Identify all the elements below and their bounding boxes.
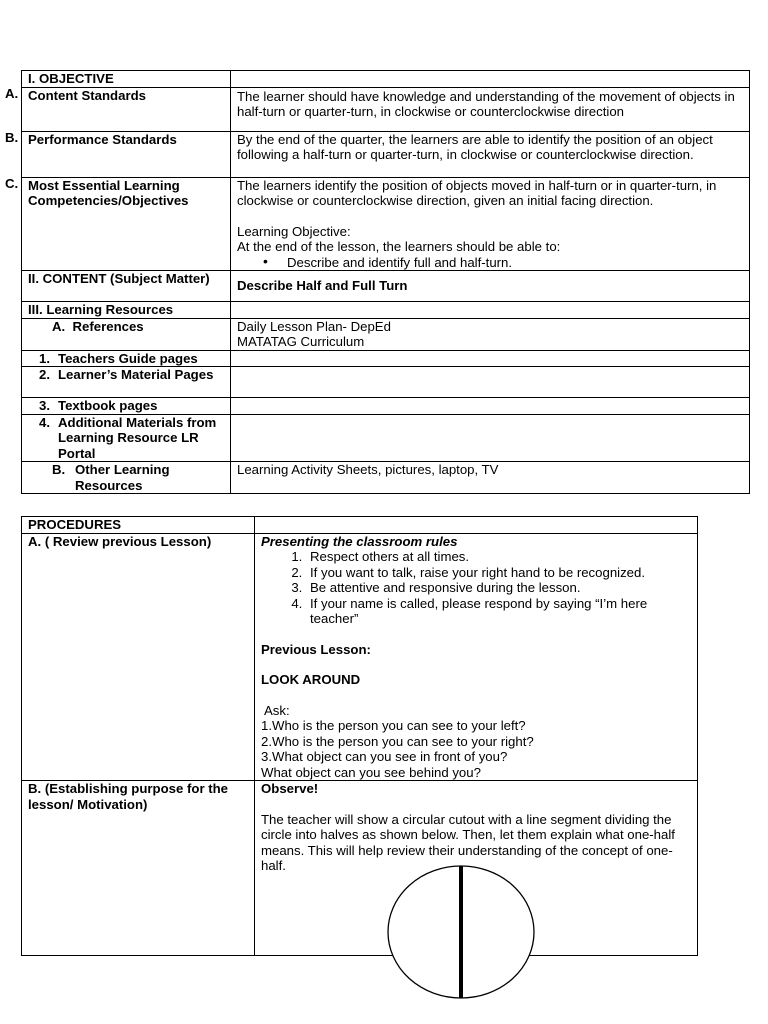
half-circle-figure [386, 864, 536, 1000]
resources-header: III. Learning Resources [22, 302, 231, 319]
empty-cell [231, 414, 750, 462]
learning-objective-label: Learning Objective: [237, 223, 351, 239]
content-standards-label: Content Standards [22, 87, 231, 131]
empty-cell [231, 398, 750, 415]
observe-title: Observe! [261, 781, 319, 796]
melc-cell [231, 177, 750, 271]
empty-cell [231, 71, 750, 88]
melc-text: The learners identify the position of objects moved in half-turn or in quarter-turn, in clockwise or counterclockwise direction, given an initial facing direction. [237, 177, 717, 208]
row-marker-b: B. [5, 130, 19, 145]
content-label: II. CONTENT (Subject Matter) [22, 271, 231, 302]
list-item: 4. If your name is called, please respond by saying “I’m here teacher” [306, 596, 691, 627]
empty-cell [231, 367, 750, 398]
list-item: 1. Respect others at all times. [306, 549, 691, 565]
other-resources-label-cell: B. Other Learning Resources [22, 462, 231, 494]
list-item: • Describe and identify full and half-turn. [263, 252, 513, 270]
question-line: What object can you see behind you? [261, 764, 481, 780]
motivation-label: B. (Establishing purpose for the lesson/ Motivation) [22, 781, 255, 956]
textbook-pages-label: 3. Textbook pages [22, 398, 231, 415]
other-resources-label: Other Learning Resources [75, 462, 170, 493]
question-line: 1.Who is the person you can see to your left? [261, 718, 526, 733]
learning-objective-intro: At the end of the lesson, the learners should be able to: [237, 239, 561, 254]
content-text: Describe Half and Full Turn [231, 271, 750, 302]
motivation-text: The teacher will show a circular cutout with a line segment dividing the circle into halves as shown below. Then, let them explain what one-half means. This will help review their understanding of the concept of one-half. [261, 811, 675, 873]
bullet-icon: • [263, 252, 268, 269]
teachers-guide-label: 1. Teachers Guide pages [22, 350, 231, 367]
references-cell [231, 318, 750, 350]
previous-lesson-label: Previous Lesson: [261, 641, 371, 657]
look-around-title: LOOK AROUND [261, 672, 361, 687]
references-label-cell: A. References [22, 318, 231, 350]
procedures-header: PROCEDURES [22, 517, 255, 534]
review-label: A. ( Review previous Lesson) [22, 533, 255, 781]
row-marker-a: A. [5, 86, 19, 101]
circle-divided-in-halves-icon [386, 864, 536, 1000]
reference-line: Daily Lesson Plan- DepEd [237, 318, 391, 334]
ask-label: Ask: [264, 702, 290, 718]
objectives-table [21, 70, 750, 494]
empty-cell [231, 302, 750, 319]
learning-objective-list [237, 252, 743, 271]
question-line: 3.What object can you see in front of you? [261, 749, 508, 764]
performance-standards-text: By the end of the quarter, the learners are able to identify the position of an object following a half-turn or quarter-turn, in clockwise or counterclockwise direction. [231, 131, 750, 177]
reference-line: MATATAG Curriculum [237, 334, 365, 349]
review-cell [255, 533, 698, 781]
procedures-table [21, 516, 698, 956]
empty-cell [231, 350, 750, 367]
rules-list [261, 549, 691, 627]
references-label: References [72, 318, 144, 334]
rules-title: Presenting the classroom rules [261, 533, 458, 549]
empty-cell [255, 517, 698, 534]
melc-label: Most Essential Learning Competencies/Objectives [22, 177, 231, 271]
additional-materials-label: 4. Additional Materials from Learning Resource LR Portal [22, 414, 231, 462]
content-standards-text: The learner should have knowledge and understanding of the movement of objects in half-turn or quarter-turn, in clockwise or counterclockwise direction [231, 87, 750, 131]
other-resources-text: Learning Activity Sheets, pictures, laptop, TV [231, 462, 750, 494]
performance-standards-label: Performance Standards [22, 131, 231, 177]
question-line: 2.Who is the person you can see to your right? [261, 733, 534, 749]
list-item: 2. If you want to talk, raise your right hand to be recognized. [306, 565, 691, 581]
list-item: 3. Be attentive and responsive during the lesson. [306, 580, 691, 596]
objective-header: I. OBJECTIVE [22, 71, 231, 88]
row-marker-c: C. [5, 176, 19, 191]
learners-material-label: 2. Learner’s Material Pages [22, 367, 231, 398]
